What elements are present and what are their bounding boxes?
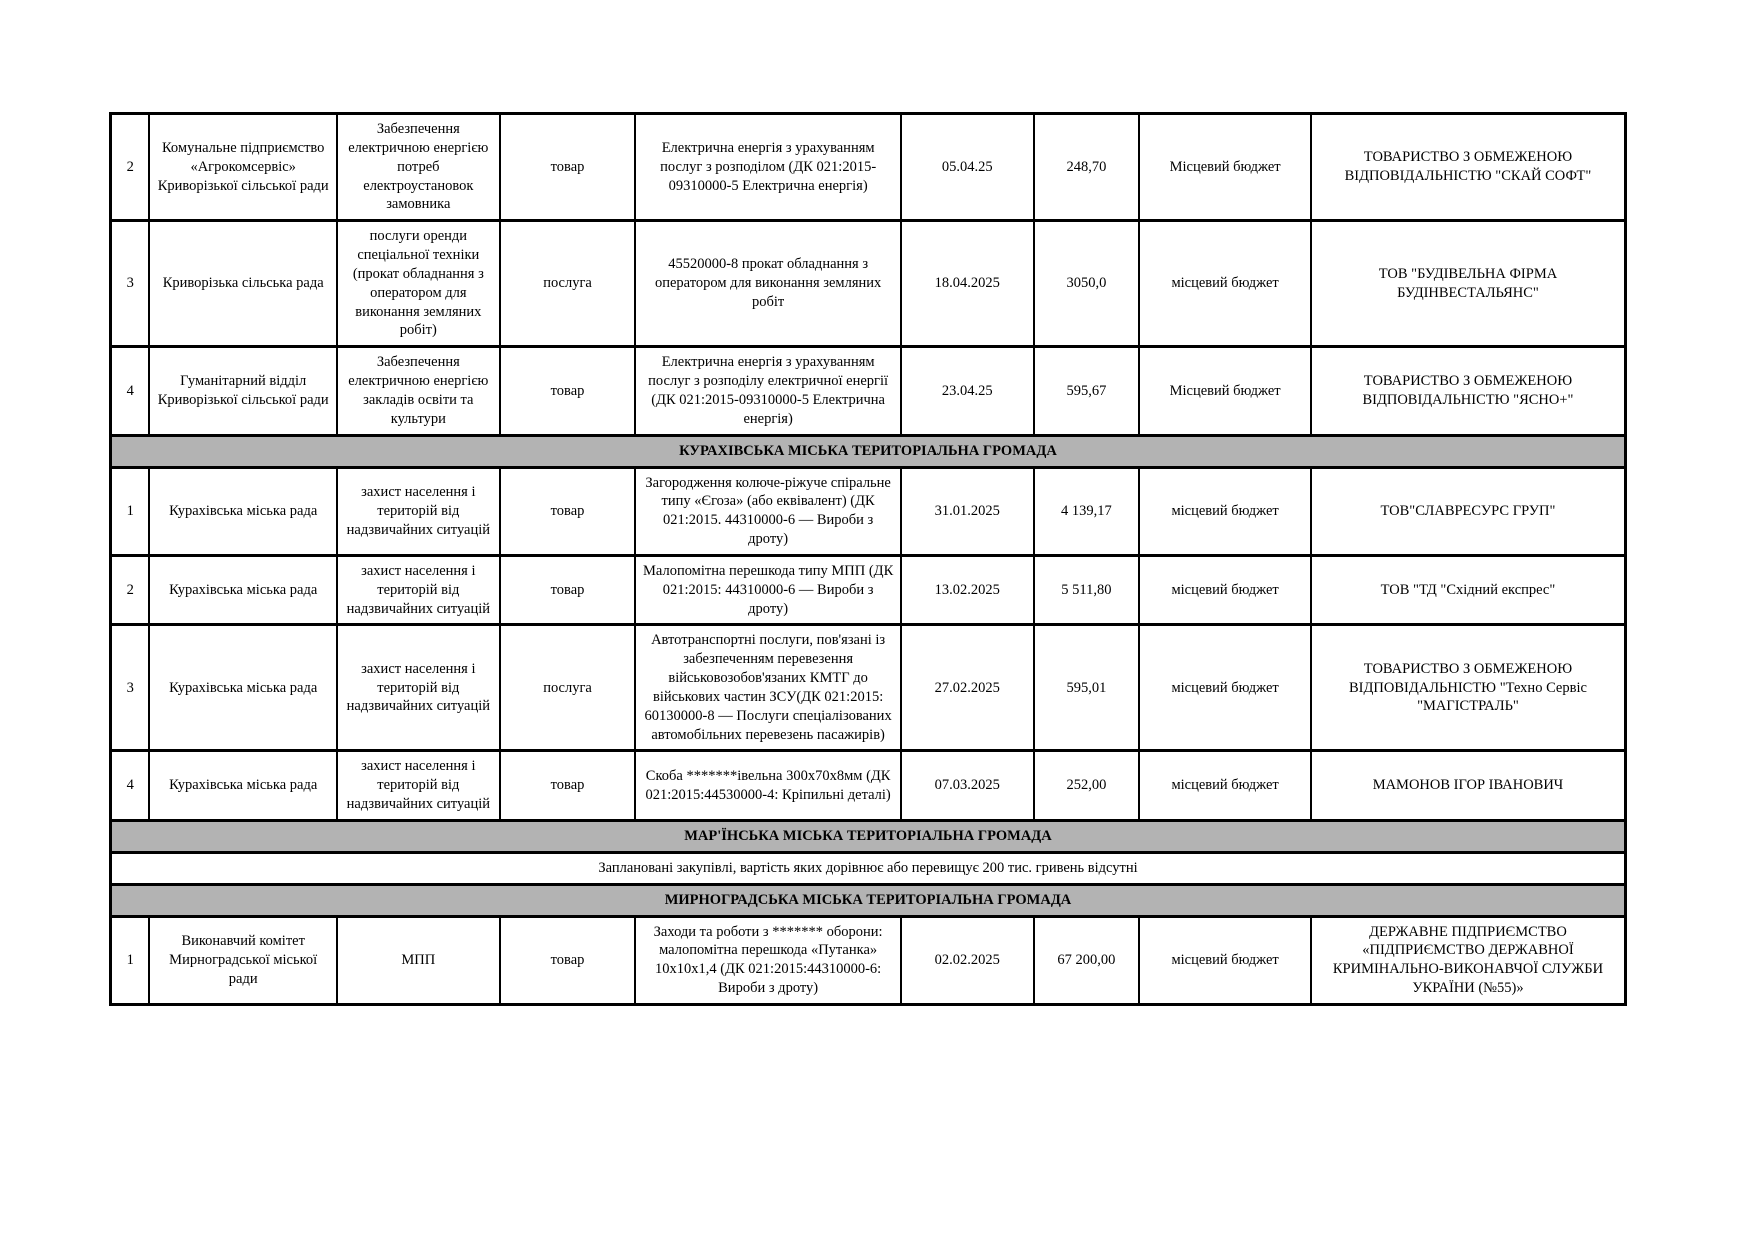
cell-budget: місцевий бюджет — [1139, 625, 1311, 751]
table-row — [111, 916, 1626, 1004]
cell-organization: Комунальне підприємство «Агрокомсервіс» Криворізької сільської ради — [149, 114, 337, 221]
section-header-label: КУРАХІВСЬКА МІСЬКА ТЕРИТОРІАЛЬНА ГРОМАДА — [111, 435, 1626, 467]
table-row — [111, 555, 1626, 625]
cell-description: Електрична енергія з урахуванням послуг з розподілом (ДК 021:2015-09310000-5 Електрична енергія) — [635, 114, 900, 221]
cell-num: 2 — [111, 114, 150, 221]
cell-description: 45520000-8 прокат обладнання з оператором для виконання земляних робіт — [635, 221, 900, 347]
cell-supplier: ДЕРЖАВНЕ ПІДПРИЄМСТВО «ПІДПРИЄМСТВО ДЕРЖАВНОЇ КРИМІНАЛЬНО-ВИКОНАВЧОЇ СЛУЖБИ УКРАЇНИ (№55)» — [1311, 916, 1626, 1004]
cell-amount: 4 139,17 — [1034, 467, 1140, 555]
table-row — [111, 221, 1626, 347]
cell-type: товар — [500, 347, 636, 435]
cell-budget: місцевий бюджет — [1139, 221, 1311, 347]
cell-type: товар — [500, 114, 636, 221]
table-row — [111, 114, 1626, 221]
cell-description: Заходи та роботи з ******* оборони: малопомітна перешкода «Путанка» 10х10х1,4 (ДК 021:2015:44310000-6: Вироби з дроту) — [635, 916, 900, 1004]
cell-date: 18.04.2025 — [901, 221, 1034, 347]
cell-supplier: ТОВ "БУДІВЕЛЬНА ФІРМА БУДІНВЕСТАЛЬЯНС" — [1311, 221, 1626, 347]
cell-organization: Курахівська міська рада — [149, 751, 337, 821]
cell-date: 02.02.2025 — [901, 916, 1034, 1004]
cell-num: 1 — [111, 916, 150, 1004]
cell-description: Загородження колюче-ріжуче спіральне типу «Єгоза» (або еквівалент) (ДК 021:2015. 44310000-6 — Вироби з дроту) — [635, 467, 900, 555]
cell-organization: Виконавчий комітет Мирноградської міської ради — [149, 916, 337, 1004]
cell-description: Електрична енергія з урахуванням послуг з розподілу електричної енергії (ДК 021:2015-09310000-5 Електрична енергія) — [635, 347, 900, 435]
cell-program: захист населення і територій від надзвичайних ситуацій — [337, 467, 500, 555]
cell-budget: місцевий бюджет — [1139, 916, 1311, 1004]
cell-organization: Гуманітарний відділ Криворізької сільської ради — [149, 347, 337, 435]
cell-amount: 3050,0 — [1034, 221, 1140, 347]
cell-type: послуга — [500, 625, 636, 751]
cell-amount: 67 200,00 — [1034, 916, 1140, 1004]
cell-num: 2 — [111, 555, 150, 625]
cell-budget: Місцевий бюджет — [1139, 114, 1311, 221]
cell-program: МПП — [337, 916, 500, 1004]
cell-supplier: ТОВАРИСТВО З ОБМЕЖЕНОЮ ВІДПОВІДАЛЬНІСТЮ "СКАЙ СОФТ" — [1311, 114, 1626, 221]
table-row — [111, 347, 1626, 435]
note-text: Заплановані закупівлі, вартість яких дорівнює або перевищує 200 тис. гривень відсутні — [111, 852, 1626, 884]
section-header-label: МИРНОГРАДСЬКА МІСЬКА ТЕРИТОРІАЛЬНА ГРОМАДА — [111, 884, 1626, 916]
cell-budget: місцевий бюджет — [1139, 555, 1311, 625]
cell-program: захист населення і територій від надзвичайних ситуацій — [337, 751, 500, 821]
cell-organization: Курахівська міська рада — [149, 555, 337, 625]
cell-organization: Криворізька сільська рада — [149, 221, 337, 347]
cell-budget: місцевий бюджет — [1139, 467, 1311, 555]
cell-num: 4 — [111, 347, 150, 435]
cell-date: 31.01.2025 — [901, 467, 1034, 555]
cell-amount: 5 511,80 — [1034, 555, 1140, 625]
section-header-row — [111, 821, 1626, 853]
cell-supplier: ТОВАРИСТВО З ОБМЕЖЕНОЮ ВІДПОВІДАЛЬНІСТЮ "ЯСНО+" — [1311, 347, 1626, 435]
cell-date: 05.04.25 — [901, 114, 1034, 221]
cell-type: товар — [500, 467, 636, 555]
cell-program: захист населення і територій від надзвичайних ситуацій — [337, 555, 500, 625]
cell-amount: 248,70 — [1034, 114, 1140, 221]
cell-organization: Курахівська міська рада — [149, 625, 337, 751]
table-row — [111, 467, 1626, 555]
cell-supplier: ТОВ"СЛАВРЕСУРС ГРУП" — [1311, 467, 1626, 555]
cell-type: товар — [500, 916, 636, 1004]
cell-date: 13.02.2025 — [901, 555, 1034, 625]
cell-program: послуги оренди спеціальної техніки (прокат обладнання з оператором для виконання земляних робіт) — [337, 221, 500, 347]
cell-date: 23.04.25 — [901, 347, 1034, 435]
cell-supplier: МАМОНОВ ІГОР ІВАНОВИЧ — [1311, 751, 1626, 821]
cell-description: Скоба *******івельна 300х70х8мм (ДК 021:2015:44530000-4: Кріпильні деталі) — [635, 751, 900, 821]
cell-num: 3 — [111, 221, 150, 347]
procurement-table — [109, 112, 1627, 1006]
cell-type: послуга — [500, 221, 636, 347]
note-row — [111, 852, 1626, 884]
cell-program: Забезпечення електричною енергією закладів освіти та культури — [337, 347, 500, 435]
table-body — [111, 114, 1626, 1005]
cell-amount: 595,67 — [1034, 347, 1140, 435]
cell-program: захист населення і територій від надзвичайних ситуацій — [337, 625, 500, 751]
cell-type: товар — [500, 751, 636, 821]
cell-num: 3 — [111, 625, 150, 751]
cell-supplier: ТОВ "ТД "Східний експрес" — [1311, 555, 1626, 625]
table-row — [111, 625, 1626, 751]
cell-description: Малопомітна перешкода типу МПП (ДК 021:2015: 44310000-6 — Вироби з дроту) — [635, 555, 900, 625]
cell-num: 1 — [111, 467, 150, 555]
cell-amount: 595,01 — [1034, 625, 1140, 751]
section-header-row — [111, 435, 1626, 467]
cell-type: товар — [500, 555, 636, 625]
cell-budget: місцевий бюджет — [1139, 751, 1311, 821]
cell-amount: 252,00 — [1034, 751, 1140, 821]
cell-date: 07.03.2025 — [901, 751, 1034, 821]
cell-description: Автотранспортні послуги, пов'язані із забезпеченням перевезення військовозобов'язаних КМТГ до військових частин ЗСУ(ДК 021:2015: 60130000-8 — Послуги спеціалізованих автомобільних перевезень пасажирів) — [635, 625, 900, 751]
cell-date: 27.02.2025 — [901, 625, 1034, 751]
section-header-label: МАР'ЇНСЬКА МІСЬКА ТЕРИТОРІАЛЬНА ГРОМАДА — [111, 821, 1626, 853]
cell-organization: Курахівська міська рада — [149, 467, 337, 555]
cell-supplier: ТОВАРИСТВО З ОБМЕЖЕНОЮ ВІДПОВІДАЛЬНІСТЮ "Техно Сервіс "МАГІСТРАЛЬ" — [1311, 625, 1626, 751]
cell-num: 4 — [111, 751, 150, 821]
table-row — [111, 751, 1626, 821]
section-header-row — [111, 884, 1626, 916]
cell-program: Забезпечення електричною енергією потреб електроустановок замовника — [337, 114, 500, 221]
cell-budget: Місцевий бюджет — [1139, 347, 1311, 435]
